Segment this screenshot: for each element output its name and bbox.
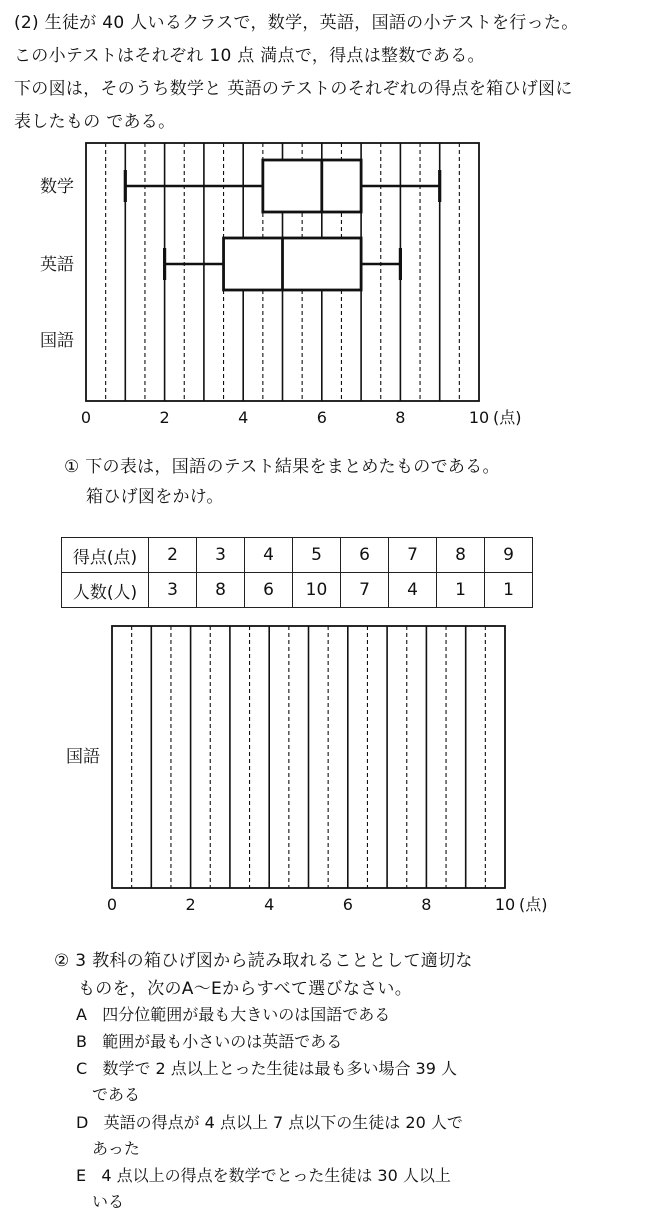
option-a [76, 1002, 390, 1025]
x-tick-label: 10 [468, 408, 490, 427]
table-cell-score: 9 [485, 538, 533, 573]
option-text: 範囲が最も小さいのは英語である [102, 1032, 343, 1051]
x-tick-label: 4 [264, 895, 275, 914]
option-text: 4 点以上の得点を数学でとった生徒は 30 人以上 [101, 1166, 451, 1185]
option-e [76, 1163, 451, 1186]
table-cell-count: 4 [389, 573, 437, 608]
option-letter: A [76, 1005, 87, 1024]
box-iqr [263, 160, 361, 212]
table-cell-score: 3 [197, 538, 245, 573]
table-cell-score: 4 [245, 538, 293, 573]
x-tick-label: 2 [185, 895, 196, 914]
intro-line-1: (2) 生徒が 40 人いるクラスで，数学，英語，国語の小テストを行った。 [14, 13, 579, 33]
option-text: 数学で 2 点以上とった生徒は最も多い場合 39 人 [102, 1059, 458, 1078]
question-2-line-1: ② 3 教科の箱ひげ図から読み取れることとして適切な [54, 951, 473, 971]
option-letter: E [76, 1166, 87, 1185]
table-cell-count: 3 [149, 573, 197, 608]
option-c-continued: である [92, 1085, 141, 1104]
option-b [76, 1029, 342, 1052]
table-cell-score: 8 [437, 538, 485, 573]
x-tick-label: 4 [238, 408, 249, 427]
option-d-continued: あった [92, 1139, 140, 1158]
table-cell-count: 1 [485, 573, 533, 608]
option-letter: D [76, 1113, 89, 1132]
table-cell-score: 6 [341, 538, 389, 573]
table-cell-count: 7 [341, 573, 389, 608]
table-row-counts [62, 573, 533, 608]
subject-label: 数学 [40, 177, 74, 197]
x-tick-label: 8 [395, 408, 406, 427]
table-cell-count: 1 [437, 573, 485, 608]
x-tick-label: 0 [80, 408, 92, 427]
chart-frame [112, 626, 505, 888]
intro-line-2: この小テストはそれぞれ 10 点 満点で，得点は整数である。 [14, 46, 485, 66]
x-unit-label: (点) [519, 895, 548, 914]
option-text: 英語の得点が 4 点以上 7 点以下の生徒は 20 人で [103, 1113, 463, 1132]
x-tick-label: 6 [316, 408, 327, 427]
table-header-count-label: 人数(人) [62, 573, 149, 608]
subject-label: 英語 [40, 255, 74, 275]
question-1-line-2: 箱ひげ図をかけ。 [86, 487, 224, 507]
table-cell-count: 10 [293, 573, 341, 608]
boxplot-chart-main [0, 0, 645, 440]
option-text: 四分位範囲が最も大きいのは国語である [102, 1005, 391, 1024]
table-cell-count: 6 [245, 573, 293, 608]
table-cell-score: 7 [389, 538, 437, 573]
option-c [76, 1056, 457, 1079]
table-cell-score: 5 [293, 538, 341, 573]
table-cell-score: 2 [149, 538, 197, 573]
x-tick-label: 8 [421, 895, 432, 914]
option-d [76, 1110, 463, 1133]
subject-label: 国語 [66, 747, 100, 767]
option-letter: B [76, 1032, 87, 1051]
table-cell-count: 8 [197, 573, 245, 608]
intro-line-3: 下の図は，そのうち数学と 英語のテストのそれぞれの得点を箱ひげ図に [14, 79, 573, 99]
table-header-score-label: 得点(点) [62, 538, 149, 573]
option-letter: C [76, 1059, 88, 1078]
question-1-line-1: ① 下の表は，国語のテスト結果をまとめたものである。 [64, 457, 500, 477]
x-tick-label: 2 [159, 408, 170, 427]
x-unit-label: (点) [493, 408, 522, 427]
question-2-line-2: ものを，次のA～Eからすべて選びなさい。 [78, 979, 413, 999]
subject-label: 国語 [40, 331, 74, 351]
intro-line-4: 表したもの である。 [14, 112, 176, 132]
x-tick-label: 10 [494, 895, 516, 914]
table-row-scores [62, 538, 533, 573]
x-tick-label: 0 [106, 895, 118, 914]
score-table [61, 537, 533, 608]
x-tick-label: 6 [342, 895, 353, 914]
option-e-continued: いる [92, 1192, 125, 1211]
box-iqr [224, 238, 362, 290]
